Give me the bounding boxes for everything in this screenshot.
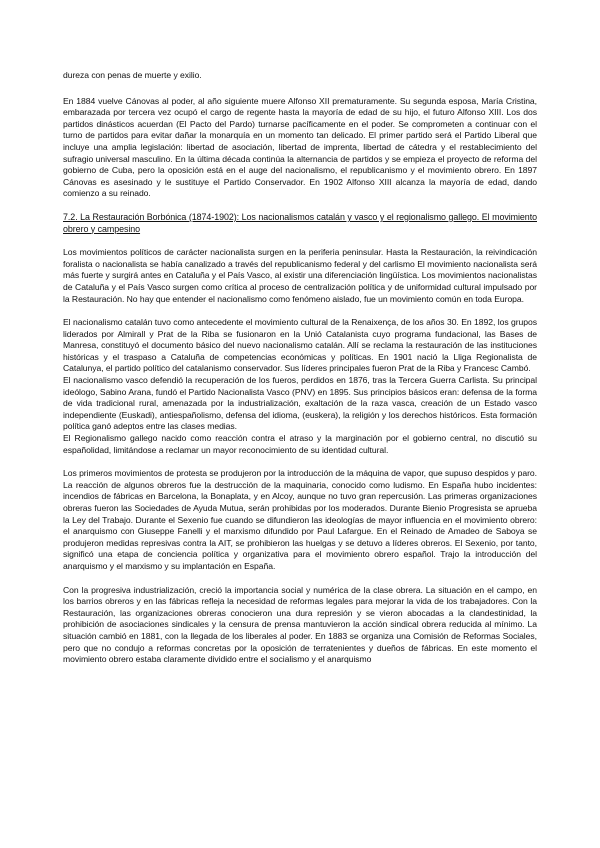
paragraph-regency: En 1884 vuelve Cánovas al poder, al año siguiente muere Alfonso XII prematuramente. Su segunda esposa, María Cristina, embarazada por tercera vez ocupó el cargo de regente hasta la mayoría de edad de su hijo, el futuro Alfonso XIII. Los dos partidos dinásticos acuerdan (El Pacto del Pardo) turnarse pacíficamente en el poder. Se comprometen a continuar con el turno de partidos para evitar dañar la monarquía en un momento tan delicado. El primer partido será el Partido Liberal que incluye una amplia legislación: libertad de asociación, libertad de imprenta, libertad de cátedra y el restablecimiento del sufragio universal masculino. En la última década continúa la alternancia de partidos y se empieza el proyecto de reforma del gobierno de Cuba, pero la oposición está en el auge del nacionalismo, el republicanismo y el movimiento obrero. En 1897 Cánovas es asesinado y le sustituye el Partido Conservador. En 1902 Alfonso XIII alcanza la mayoría de edad, dando comienzo a su reinado. — [63, 95, 537, 199]
paragraph-industrialization: Con la progresiva industrialización, creció la importancia social y numérica de la clase obrera. La situación en el campo, en los barrios obreros y en las fábricas refleja la necesidad de reformas legales para mejorar la vida de los trabajadores. Con la Restauración, las organizaciones obreras conocieron una dura represión y se vieron abocadas a la clandestinidad, la prohibición de asociaciones sindicales y la censura de prensa mantuvieron la acción sindical obrera reducida al mínimo. La situación cambió en 1881, con la llegada de los liberales al poder. En 1883 se organiza una Comisión de Reformas Sociales, pero que no condujo a reformas concretas por la oposición de terratenientes y dueños de fábricas. En este momento el movimiento obrero estaba claramente dividido entre el socialismo y el anarquismo — [63, 584, 537, 665]
paragraph-galician-regionalism: El Regionalismo gallego nacido como reacción contra el atraso y la marginación por el gobierno central, no discutió su españolidad, limitándose a reclamar un mayor reconocimiento de su identidad cultural. — [63, 433, 537, 455]
paragraph-labour-movement: Los primeros movimientos de protesta se produjeron por la introducción de la máquina de vapor, que supuso despidos y paro. La reacción de algunos obreros fue la destrucción de la maquinaria, conocido como ludismo. En España hubo incidentes: incendios de fábricas en Barcelona, la Bonaplata, y en Alcoy, aunque no tuvo gran repercusión. Las primeras organizaciones obreras fueron las Sociedades de Ayuda Mutua, serán prohibidas por los moderados. Durante Bienio Progresista se aprueba la Ley del Trabajo. Durante el Sexenio fue cuando se difundieron las ideologías de mayor influencia en el movimiento obrero: el anarquismo con Giuseppe Fanelli y el marxismo difundido por Paul Lafargue. En el Reinado de Amadeo de Saboya se produjeron medidas represivas contra la AIT, se prohibieron las huelgas y se detuvo a líderes obreros. El Sexenio, por tanto, significó una etapa de conciencia política y organizativa para el movimiento obrero español. Trajo la introducción del anarquismo y el marxismo y su implantación en España. — [63, 468, 537, 571]
paragraph-basque-nationalism: El nacionalismo vasco defendió la recuperación de los fueros, perdidos en 1876, tras la Tercera Guerra Carlista. Su principal ideólogo, Sabino Arana, fundó el Partido Nacionalista Vasco (PNV) en 1895. Sus principios básicos eran: defensa de la forma de vida tradicional rural, amenazada por la industrialización, exaltación de la raza vasca, creación de un Estado vasco independiente (Euskadi), antiespañolismo, defensa del idioma, (euskera), la religión y los derechos históricos. Esta formación política ganó adeptos entre las clases medias. — [63, 375, 537, 432]
paragraph-nationalism-intro: Los movimientos políticos de carácter nacionalista surgen en la periferia peninsular. Hasta la Restauración, la reivindicación foralista o nacionalista se había canalizado a través del republicanismo federal y del carlismo El movimiento nacionalista será más fuerte y surgirá antes en Cataluña y el País Vasco, al existir una diferenciación lingüística. Los movimientos nacionalistas de Cataluña y el País Vasco surgen como crítica al proceso de centralización política y de uniformidad cultural impulsado por la Restauración. No hay que entender el nacionalismo como fenómeno aislado, fue un movimiento común en toda Europa. — [63, 247, 537, 304]
paragraph-exile: dureza con penas de muerte y exilio. — [63, 70, 202, 80]
paragraph-catalan-nationalism: El nacionalismo catalán tuvo como antecedente el movimiento cultural de la Renaixença, de los años 30. En 1892, los grupos liderados por Almirall y Prat de la Riba se fusionaron en la Unió Catalanista cuyo programa fundacional, las Bases de Manresa, constituyó el documento básico del nuevo nacionalismo catalán. Allí se reclama la restauración de las instituciones históricas y el traspaso a Cataluña de competencias económicas y políticas. En 1901 nació la Lliga Regionalista de Catalunya, el partido político del catalanismo conservador. Sus líderes principales fueron Prat de la Riba y Francesc Cambó. — [63, 317, 537, 374]
section-heading: 7.2. La Restauración Borbónica (1874-1902): Los nacionalismos catalán y vasco y el regionalismo gallego. El movimiento obrero y campesino — [63, 211, 537, 234]
